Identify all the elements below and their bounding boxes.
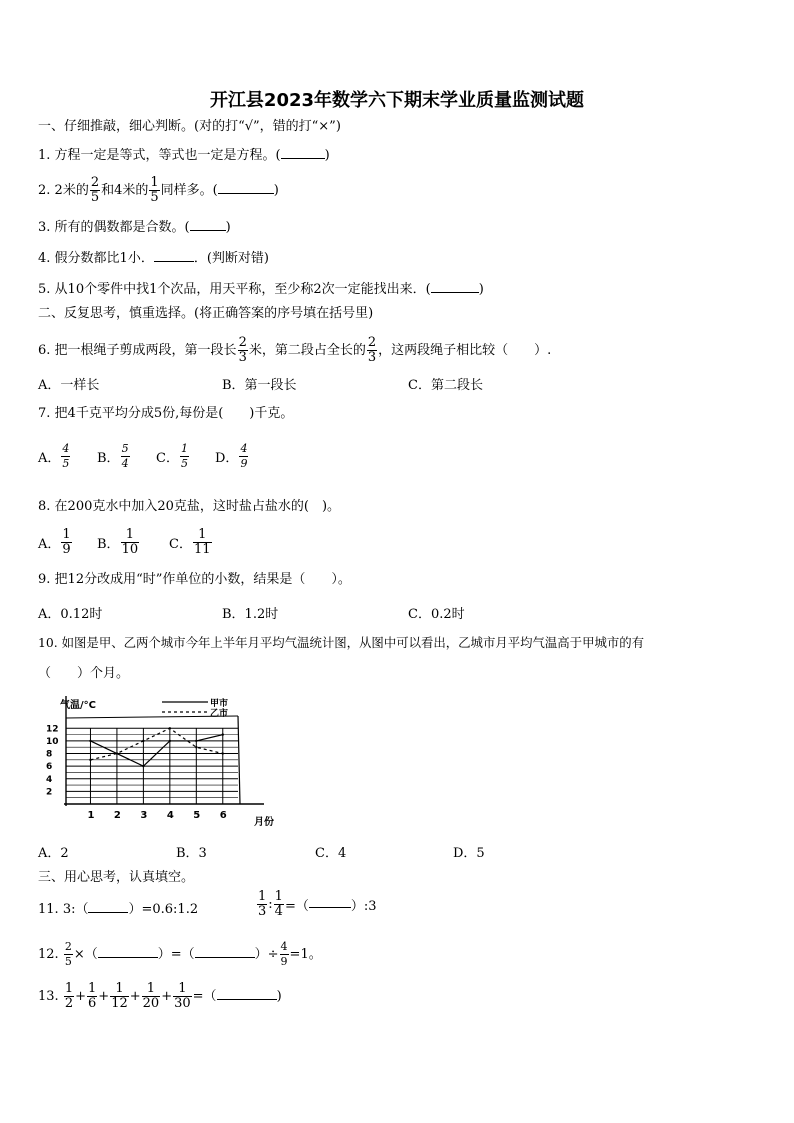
q11-text-a: 3:（: [62, 902, 89, 917]
q10-option-d[interactable]: D．5: [453, 846, 485, 861]
question-3: [38, 218, 231, 237]
q6-fraction-1: $\frac{2}{3}$: [238, 335, 247, 365]
q2-text-c: 同样多。(: [160, 183, 218, 198]
x-tick-label: 4: [166, 810, 174, 821]
question-11: [38, 900, 198, 919]
q11-answer-blank-2[interactable]: [309, 895, 351, 908]
y-tick-label: 10: [46, 736, 59, 747]
q13-number: 13.: [38, 989, 59, 1004]
data-point: [142, 765, 144, 767]
question-7: [38, 405, 293, 423]
series-line-yi: [90, 728, 222, 760]
section-2-heading: 二、反复思考，慎重选择。(将正确答案的序号填在括号里): [38, 306, 374, 321]
data-point: [195, 746, 197, 748]
legend-label: 甲市: [210, 699, 229, 709]
q7-text: 把4千克平均分成5份,每份是( )千克。: [54, 406, 294, 421]
data-point: [142, 740, 144, 742]
q13-term-2: $\frac{1}{6}$: [88, 981, 97, 1011]
x-tick-label: 5: [193, 810, 201, 821]
q5-close: ): [478, 282, 484, 297]
q4-answer-blank[interactable]: [154, 249, 194, 262]
q12-answer-blank-2[interactable]: [195, 945, 255, 958]
q4-number: 4.: [38, 251, 51, 266]
q3-answer-blank[interactable]: [190, 218, 226, 231]
q10-option-b[interactable]: B．3: [176, 846, 207, 861]
question-13: 13. $\frac{1}{2}$ + $\frac{1}{6}$ + $\frac{1}{12}$ + $\frac{1}{20}$ + $\frac{1}{30}$ =（ ): [38, 981, 282, 1011]
data-point: [89, 759, 91, 761]
q7-option-b[interactable]: B． $\frac{5}{4}$: [97, 442, 129, 470]
data-point: [222, 752, 224, 754]
data-point: [222, 733, 224, 735]
data-point: [89, 740, 91, 742]
data-point: [116, 752, 118, 754]
q2-fraction-1: $\frac{2}{5}$: [90, 175, 100, 205]
q1-text: 方程一定是等式，等式也一定是方程。(: [54, 148, 281, 163]
x-tick-label: 1: [87, 810, 95, 821]
q10-text: 如图是甲、乙两个城市今年上半年月平均气温统计图，从图中可以看出，乙城市月平均气温高于甲城市的有: [61, 635, 645, 650]
q11-answer-blank-1[interactable]: [88, 900, 128, 913]
q9-option-b[interactable]: B．1.2时: [222, 607, 279, 622]
y-tick-label: 12: [46, 724, 59, 735]
q6-option-b[interactable]: B．第一段长: [222, 378, 297, 393]
data-point: [195, 740, 197, 742]
y-tick-label: 4: [46, 774, 53, 785]
q2-text-b: 和4米的: [101, 183, 149, 198]
q8-option-c[interactable]: C． $\frac{1}{11}$: [169, 527, 211, 557]
q7-option-d[interactable]: D． $\frac{4}{9}$: [215, 442, 248, 470]
question-1: [38, 146, 330, 165]
q10-text-line-2: （ ）个月。: [38, 666, 130, 681]
x-tick-label: 3: [140, 810, 148, 821]
q2-number: 2.: [38, 183, 51, 198]
q9-option-c[interactable]: C．0.2时: [408, 607, 465, 622]
question-8: [38, 498, 340, 516]
q11-part-2: $\frac{1}{3}$ : $\frac{1}{4}$ =（ ）:3: [258, 889, 377, 919]
q12-fraction-1: $\frac{2}{5}$: [64, 940, 72, 968]
q11-text-b: ）=0.6:1.2: [128, 902, 199, 917]
q6-text-a: 把一根绳子剪成两段，第一段长: [54, 343, 237, 358]
x-tick-label: 6: [219, 810, 227, 821]
q6-text-b: 米，第二段占全长的: [248, 343, 366, 358]
section-1-heading: 一、仔细推敲，细心判断。(对的打“√”，错的打“×”): [38, 119, 341, 134]
q2-answer-blank[interactable]: [218, 181, 274, 194]
temperature-line-chart: [38, 692, 288, 832]
q7-option-c[interactable]: C． $\frac{1}{5}$: [156, 442, 188, 470]
data-point: [169, 727, 171, 729]
y-tick-label: 6: [46, 762, 53, 773]
q7-number: 7.: [38, 406, 51, 421]
q6-text-c: ，这两段绳子相比较（ ）.: [378, 343, 552, 358]
q12-fraction-2: $\frac{4}{9}$: [280, 940, 288, 968]
q4-text: 假分数都比1小．: [54, 251, 154, 266]
q1-close: ): [324, 148, 330, 163]
q2-text-a: 2米的: [54, 183, 89, 198]
chart-y-axis-label: 气温/°C: [60, 700, 96, 711]
y-tick-label: 2: [46, 787, 53, 798]
q3-number: 3.: [38, 220, 51, 235]
q3-text: 所有的偶数都是合数。(: [54, 220, 190, 235]
q11-number: 11.: [38, 902, 59, 917]
section-3-heading: 三、用心思考，认真填空。: [38, 870, 195, 885]
q11-fraction-2: $\frac{1}{4}$: [274, 889, 283, 919]
q6-fraction-2: $\frac{2}{3}$: [367, 335, 377, 365]
data-point: [169, 740, 171, 742]
q9-text: 把12分改成用“时”作单位的小数，结果是（ ）。: [54, 572, 351, 587]
q9-option-a[interactable]: A．0.12时: [38, 607, 103, 622]
question-10: [38, 634, 644, 652]
q13-term-5: $\frac{1}{30}$: [174, 981, 191, 1011]
chart-frame-right: [238, 716, 240, 804]
y-tick-label: 8: [46, 749, 53, 760]
q4-tail: ．(判断对错): [193, 251, 269, 266]
q6-option-c[interactable]: C．第二段长: [408, 378, 483, 393]
q7-option-a[interactable]: A． $\frac{4}{5}$: [38, 442, 70, 470]
q5-text: 从10个零件中找1个次品，用天平称，至少称2次一定能找出来．(: [54, 282, 431, 297]
question-2: [38, 176, 279, 205]
q8-option-a[interactable]: A． $\frac{1}{9}$: [38, 527, 71, 557]
q10-option-c[interactable]: C．4: [315, 846, 347, 861]
q2-close: ): [273, 183, 279, 198]
q5-answer-blank[interactable]: [431, 280, 479, 293]
q8-option-b[interactable]: B． $\frac{1}{10}$: [97, 527, 139, 557]
q3-close: ): [225, 220, 231, 235]
series-line-jia: [90, 735, 222, 767]
q6-option-a[interactable]: A．一样长: [38, 378, 100, 393]
q8-number: 8.: [38, 499, 51, 514]
q13-term-1: $\frac{1}{2}$: [64, 981, 74, 1011]
legend-label: 乙市: [210, 709, 229, 719]
question-5: [38, 280, 484, 299]
q11-fraction-1: $\frac{1}{3}$: [258, 889, 267, 919]
q6-number: 6.: [38, 343, 51, 358]
q1-answer-blank[interactable]: [281, 146, 325, 159]
q10-number: 10.: [38, 635, 58, 650]
q12-number: 12.: [38, 947, 59, 962]
q13-answer-blank[interactable]: [217, 987, 277, 1000]
question-4: [38, 249, 269, 268]
q10-option-a[interactable]: A．2: [38, 846, 69, 861]
q9-number: 9.: [38, 572, 51, 587]
q13-term-4: $\frac{1}{20}$: [142, 981, 160, 1011]
q2-fraction-2: $\frac{1}{5}$: [150, 175, 159, 205]
page-title: 开江县2023年数学六下期末学业质量监测试题: [209, 90, 585, 111]
question-6: [38, 336, 551, 365]
q1-number: 1.: [38, 148, 51, 163]
q5-number: 5.: [38, 282, 51, 297]
question-9: [38, 571, 351, 589]
question-12: 12. $\frac{2}{5}$ ×（ ）=（ ）÷ $\frac{4}{9}$ =1。: [38, 940, 322, 968]
chart-x-axis-label: 月份: [254, 817, 274, 828]
q13-term-3: $\frac{1}{12}$: [111, 981, 128, 1011]
x-tick-label: 2: [113, 810, 121, 821]
q12-answer-blank-1[interactable]: [98, 945, 158, 958]
q8-text: 在200克水中加入20克盐，这时盐占盐水的( )。: [54, 499, 341, 514]
chart-legend: [162, 697, 228, 719]
